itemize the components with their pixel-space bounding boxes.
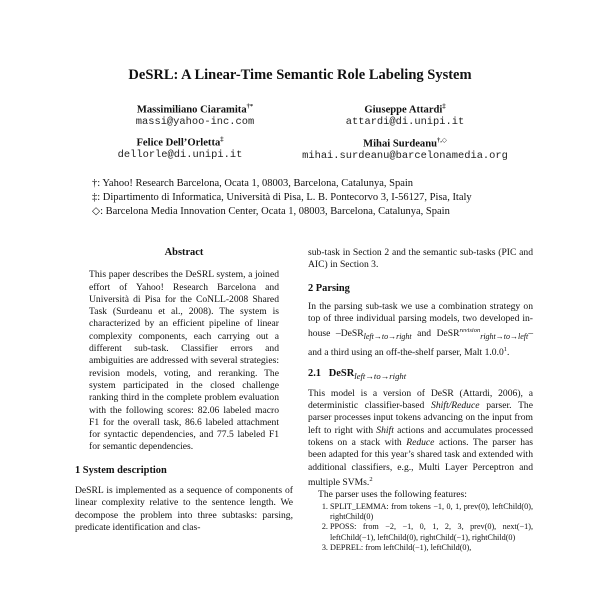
desr-paragraph: This model is a version of DeSR (Attardi, 2006), a deterministic classifier-based Shift/Reduce parser. The parser processes input tokens advancing on the input from left to right with Shift actions and accumulates processed tokens on a stack with Reduce actions. The parser has been adapted for this year’s shared task and extended with additional classifiers, e.g., Multi Layer Perceptron and multiple SVMs.$^2$ xyxy=(308,387,533,488)
author-block-2 xyxy=(300,103,510,128)
author-email[interactable]: mihai.surdeanu@barcelonamedia.org xyxy=(302,149,508,162)
feature-list xyxy=(308,502,533,554)
author-mark: †,◇ xyxy=(437,137,447,144)
paper-title: DeSRL: A Linear-Time Semantic Role Labeling System xyxy=(128,67,472,83)
author-name: Giuseppe Attardi xyxy=(364,104,443,116)
author-mark: †* xyxy=(246,103,254,110)
author-email[interactable]: dellorle@di.unipi.it xyxy=(117,148,243,161)
continued-text: sub-task in Section 2 and the semantic sub-tasks (PIC and AIC) in Section 3. xyxy=(308,247,533,271)
author-block-3 xyxy=(80,136,280,161)
right-column xyxy=(308,247,533,554)
author-block-4 xyxy=(280,136,530,162)
affiliation-barcelona-media: ◇: Barcelona Media Innovation Center, Ocata 1, 08003, Barcelona, Catalunya, Spain xyxy=(92,206,450,217)
author-mark: ‡ xyxy=(442,103,446,110)
author-name: Mihai Surdeanu xyxy=(363,138,437,150)
list-item: 1. SPLIT_LEMMA: from tokens −1, 0, 1, prev(0), leftChild(0), rightChild(0) xyxy=(330,502,533,523)
author-name: Massimiliano Ciaramita xyxy=(136,104,247,116)
subsection-2-1-heading: 2.1 DeSR$_{left\to to\to right}$ xyxy=(308,368,407,382)
section-1-heading: 1 System description xyxy=(75,464,167,476)
section-2-heading: 2 Parsing xyxy=(308,282,350,294)
author-email[interactable]: massi@yahoo-inc.com xyxy=(135,115,255,128)
abstract-text: This paper describes the DeSRL system, a joined effort of Yahoo! Research Barcelona and Università di Pisa for the CoNLL-2008 Shared Task (Surdeanu et al., 2008). The system is characterized by an efficient pipeline of linear complexity components, each carrying out a different sub-task. Classifier errors and ambiguities are addressed with several strategies: revision models, voting, and reranking. The system participated in the closed challenge ranking third in the complete problem evaluation with the following scores: 82.06 labeled macro F1 for the overall task, 86.6 labeled attachment for syntactic dependencies, and 77.5 labeled F1 for semantic dependencies. xyxy=(89,269,279,453)
parsing-paragraph: In the parsing sub-task we use a combination strategy on top of three individual parsing models, two developed in-house –DeSR$_{left\to to\to right}$ and DeSR$^{revision}_{right\to to\to left}$– and a third using an off-the-shelf parser, Malt 1.0.0$^1$. xyxy=(308,300,533,359)
section-1-text: DeSRL is implemented as a sequence of components of linear complexity relative to the sentence length. We decompose the problem into three subtasks: parsing, predicate identification and clas- xyxy=(75,485,293,533)
footnote-mark[interactable]: 1 xyxy=(503,345,508,353)
list-item: 3. DEPREL: from leftChild(−1), leftChild(0), xyxy=(330,543,533,553)
affiliation-pisa: ‡: Dipartimento di Informatica, Università di Pisa, L. B. Pontecorvo 3, I-56127, Pisa, Italy xyxy=(92,192,472,203)
abstract-heading: Abstract xyxy=(164,247,204,258)
affiliation-yahoo: †: Yahoo! Research Barcelona, Ocata 1, 08003, Barcelona, Catalunya, Spain xyxy=(92,178,414,189)
features-intro: The parser uses the following features: xyxy=(318,489,467,501)
author-block-1 xyxy=(90,103,300,128)
author-email[interactable]: attardi@di.unipi.it xyxy=(345,115,465,128)
author-name: Felice Dell’Orletta xyxy=(136,137,221,149)
author-mark: ‡ xyxy=(220,136,224,143)
list-item: 2. PPOSS: from −2, −1, 0, 1, 2, 3, prev(0), next(−1), leftChild(−1), leftChild(0), rightChild(−1), rightChild(0) xyxy=(330,522,533,543)
left-column xyxy=(75,247,293,534)
footnote-mark[interactable]: 2 xyxy=(369,475,373,483)
affiliations xyxy=(92,177,472,219)
